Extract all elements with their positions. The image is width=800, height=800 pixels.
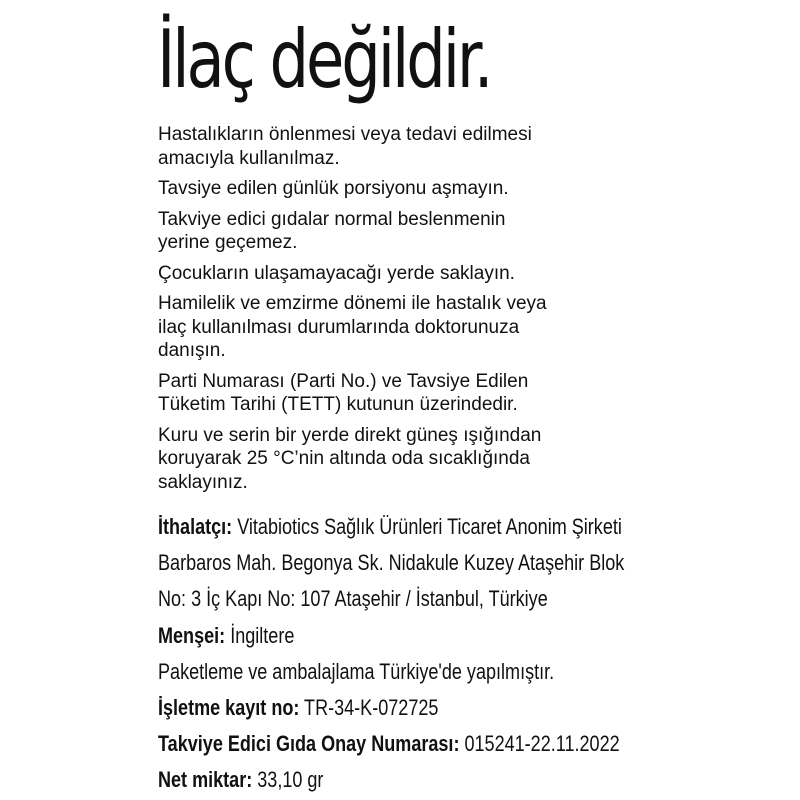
registration-label: İşletme kayıt no: bbox=[158, 694, 300, 720]
warning-pregnancy: Hamilelik ve emzirme dönemi ile hastalık veya ilaç kullanılması durumlarında doktorunuza danışın. bbox=[158, 293, 547, 361]
approval-line bbox=[158, 733, 683, 769]
registration-value: TR-34-K-072725 bbox=[299, 694, 439, 720]
net-amount-line bbox=[158, 769, 683, 800]
approval-value: 015241-22.11.2022 bbox=[459, 731, 620, 757]
warning-not-substitute: Takviye edici gıdalar normal beslenmenin yerine geçemez. bbox=[158, 208, 506, 253]
warning-children: Çocukların ulaşamayacağı yerde saklayın. bbox=[158, 262, 515, 284]
net-amount-value: 33,10 gr bbox=[252, 767, 324, 793]
warning-storage: Kuru ve serin bir yerde direkt güneş ışığından koruyarak 25 °C’nin altında oda sıcaklığında saklayınız. bbox=[158, 424, 542, 493]
origin-line bbox=[158, 622, 683, 661]
origin-value: İngiltere bbox=[225, 622, 295, 648]
warning-list bbox=[158, 123, 618, 501]
importer-name: Vitabiotics Sağlık Ürünleri Ticaret Anonim Şirketi bbox=[232, 514, 622, 539]
net-amount-label: Net miktar: bbox=[158, 767, 253, 793]
packaging-note: Paketleme ve ambalajlama Türkiye'de yapılmıştır. bbox=[158, 658, 555, 684]
importer-address-line-2: No: 3 İç Kapı No: 107 Ataşehir / İstanbul, Türkiye bbox=[158, 586, 548, 612]
product-info bbox=[158, 516, 798, 800]
importer-label: İthalatçı: bbox=[158, 514, 233, 539]
importer-line bbox=[158, 516, 683, 552]
importer-address-line-1: Barbaros Mah. Begonya Sk. Nidakule Kuzey Ataşehir Blok bbox=[158, 550, 625, 576]
origin-label: Menşei: bbox=[158, 622, 226, 648]
registration-line bbox=[158, 694, 683, 733]
page-title: İlaç değildir. bbox=[157, 13, 491, 106]
warning-lot-expiry: Parti Numarası (Parti No.) ve Tavsiye Edilen Tüketim Tarihi (TETT) kutunun üzerindedir. bbox=[158, 370, 529, 415]
approval-label: Takviye Edici Gıda Onay Numarası: bbox=[158, 731, 460, 757]
warning-daily-portion: Tavsiye edilen günlük porsiyonu aşmayın. bbox=[158, 178, 509, 199]
warning-not-for-treatment: Hastalıkların önlenmesi veya tedavi edilmesi amacıyla kullanılmaz. bbox=[158, 124, 532, 169]
